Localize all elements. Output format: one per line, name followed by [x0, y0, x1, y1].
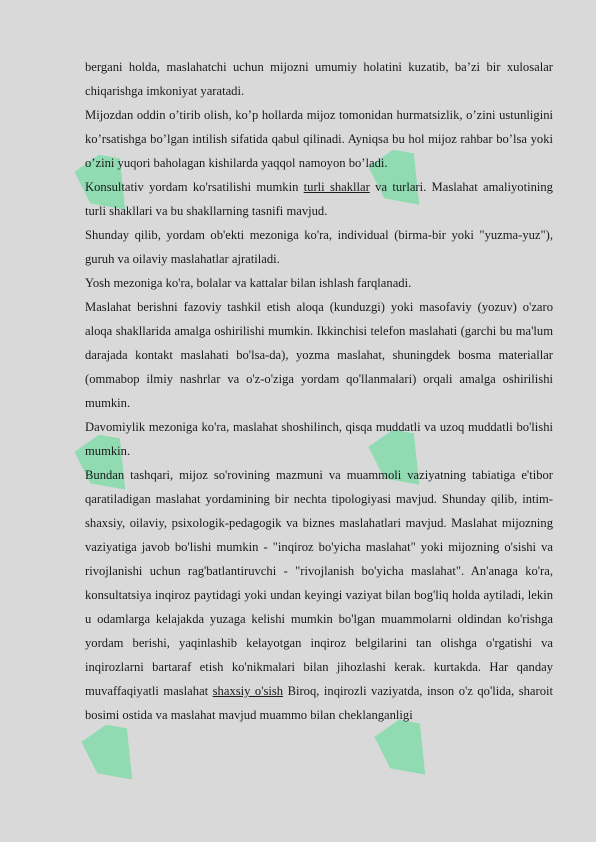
- paragraph: [85, 103, 553, 175]
- paragraph: [85, 415, 553, 463]
- paragraph-text: Konsultativ yordam ko'rsatilishi mumkin: [85, 180, 304, 194]
- paragraph-text: Shunday qilib, yordam ob'ekti mezoniga ko'ra, individual (birma-bir yoki "yuzma-yuz"), guruh va oilaviy maslahatlar ajratiladi.: [85, 228, 553, 266]
- paragraph: [85, 223, 553, 271]
- paragraph-text: Mijozdan oddin o’tirib olish, ko’p hollarda mijoz tomonidan hurmatsizlik, o’zini ustunligini ko’rsatishga bo’lgan intilish sifatida qabul qilinadi. Ayniqsa bu hol mijoz rahbar bo’lsa yoki o’zini yuqori baholagan kishilarda yaqqol namoyon bo’ladi.: [85, 108, 553, 170]
- paragraph-text: Yosh mezoniga ko'ra, bolalar va kattalar bilan ishlash farqlanadi.: [85, 276, 412, 290]
- paragraph-text: bergani holda, maslahatchi uchun mijozni umumiy holatini kuzatib, ba’zi bir xulosalar chiqarishga imkoniyat yaratadi.: [85, 60, 553, 98]
- hyperlink-text[interactable]: shaxsiy o'sish: [212, 684, 284, 698]
- paragraph: [85, 175, 553, 223]
- paragraph-text: Bundan tashqari, mijoz so'rovining mazmuni va muammoli vaziyatning tabiatiga e'tibor qaratiladigan maslahat yordamining bir nechta tipologiyasi mavjud. Shunday qilib, intim-shaxsiy, oilaviy, psixologik-pedagogik va biznes maslahatlari mavjud. Maslahat mijozning vaziyatiga javob bo'lishi mumkin - "inqiroz bo'yicha maslahat" yoki mijozning o'sishi va rivojlanishi uchun rag'batlantiruvchi - "rivojlanish bo'yicha maslahat". An'anaga ko'ra, konsultatsiya inqiroz paytidagi yoki undan keyingi vaziyat bilan bog'liq holda aytiladi, lekin u odamlarga kelajakda yuzaga kelishi mumkin bo'lgan muammolarni oldindan ko'rishga yordam berishi, yaqinlashib kelayotgan inqiroz belgilarini tan olishga o'rgatishi va inqirozlarni bartaraf etish ko'nikmalari bilan jihozlashi kerak. kurtakda. Har qanday muvaffaqiyatli maslahat: [85, 468, 553, 698]
- paragraph-text: Maslahat berishni fazoviy tashkil etish aloqa (kunduzgi) yoki masofaviy (yozuv) o'zaro aloqa shakllarida amalga oshirilishi mumkin. Ikkinchisi telefon maslahati (garchi bu ma'lum darajada kontakt maslahati bo'lsa-da), yozma maslahat, shuningdek bosma materiallar (ommabop ilmiy nashrlar va o'z-o'ziga yordam qo'llanmalari) orqali amalga oshirilishi mumkin.: [85, 300, 553, 410]
- document-body: [85, 55, 553, 727]
- paragraph-text: Biroq, inqirozli vaziyatda, inson o'z qo'lida, sharoit bosimi ostida va maslahat mavjud muammo bilan cheklanganligi: [85, 684, 554, 722]
- paragraph: [85, 295, 553, 415]
- paragraph: [85, 55, 553, 103]
- paragraph: [85, 271, 553, 295]
- paragraph-text: Davomiylik mezoniga ko'ra, maslahat shoshilinch, qisqa muddatli va uzoq muddatli bo'lishi mumkin.: [85, 420, 553, 458]
- paragraph-text: va turlari. Maslahat amaliyotining turli shakllari va bu shakllarning tasnifi mavjud.: [85, 180, 553, 218]
- paragraph: [85, 463, 553, 727]
- hyperlink-text[interactable]: turli shakllar: [303, 180, 370, 194]
